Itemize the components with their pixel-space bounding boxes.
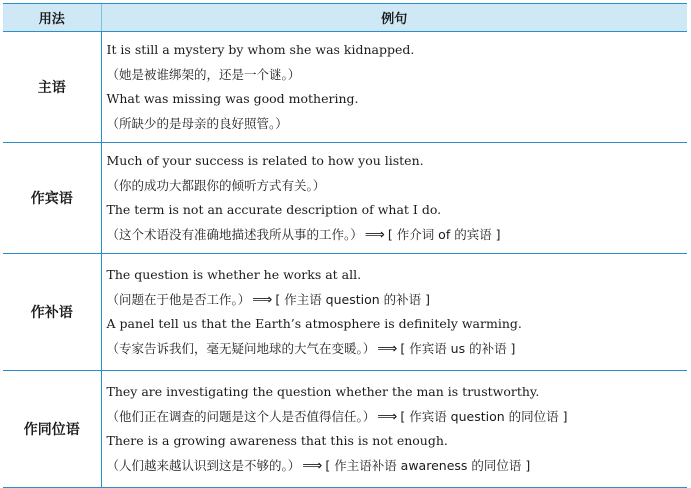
- example-cell: [101, 254, 687, 371]
- sentence-text: Much of your success is related to how you listen.: [106, 153, 424, 168]
- header-row: [3, 4, 687, 32]
- table-row: [3, 143, 687, 254]
- example-sentence: [107, 263, 688, 288]
- sentence-text: The term is not an accurate description of what I do.: [106, 202, 442, 217]
- arrow-icon: ⟹: [377, 340, 398, 357]
- sentence-text: They are investigating the question whether the man is trustworthy.: [106, 384, 540, 399]
- example-cell: [101, 32, 687, 143]
- example-sentence: [107, 87, 688, 112]
- translation-line: [107, 337, 688, 362]
- header-example: 例句: [101, 4, 687, 32]
- sentence-text: There is a growing awareness that this is not enough.: [106, 433, 448, 448]
- translation-text: （专家告诉我们，毫无疑问地球的大气在变暖。）: [106, 340, 376, 356]
- example-sentence: [107, 312, 688, 337]
- arrow-icon: ⟹: [302, 457, 323, 474]
- translation-line: [107, 288, 688, 313]
- arrow-icon: ⟹: [377, 408, 398, 425]
- translation-text: （她是被谁绑架的，还是一个谜。）: [106, 66, 301, 82]
- table-row: [3, 32, 687, 143]
- sentence-text: A panel tell us that the Earth’s atmosphere is definitely warming.: [106, 316, 522, 331]
- example-sentence: [107, 429, 688, 454]
- example-sentence: [107, 198, 688, 223]
- grammar-note: [ 作宾语 question 的同位语 ]: [400, 408, 568, 424]
- header-usage: 用法: [3, 4, 101, 32]
- table-body: [3, 32, 687, 488]
- arrow-icon: ⟹: [252, 291, 273, 308]
- translation-text: （问题在于他是否工作。）: [106, 291, 251, 307]
- translation-line: [107, 174, 688, 199]
- translation-line: [107, 223, 688, 248]
- translation-line: [107, 405, 688, 430]
- arrow-icon: ⟹: [364, 226, 385, 243]
- usage-cell: 作补语: [3, 254, 101, 371]
- translation-line: [107, 454, 688, 479]
- grammar-note: [ 作主语补语 awareness 的同位语 ]: [325, 457, 531, 473]
- translation-line: [107, 63, 688, 88]
- example-sentence: [107, 380, 688, 405]
- example-cell: [101, 143, 687, 254]
- translation-text: （这个术语没有准确地描述我所从事的工作。）: [106, 226, 363, 242]
- sentence-text: It is still a mystery by whom she was kidnapped.: [106, 42, 415, 57]
- translation-text: （他们正在调查的问题是这个人是否值得信任。）: [106, 408, 376, 424]
- usage-table: [3, 3, 687, 488]
- translation-line: [107, 112, 688, 137]
- translation-text: （人们越来越认识到这是不够的。）: [106, 457, 301, 473]
- grammar-note: [ 作介词 of 的宾语 ]: [387, 226, 501, 242]
- translation-text: （所缺少的是母亲的良好照管。）: [106, 115, 288, 131]
- usage-cell: 作同位语: [3, 371, 101, 488]
- grammar-note: [ 作宾语 us 的补语 ]: [400, 340, 516, 356]
- translation-text: （你的成功大都跟你的倾听方式有关。）: [106, 177, 326, 193]
- usage-cell: 作宾语: [3, 143, 101, 254]
- grammar-note: [ 作主语 question 的补语 ]: [275, 291, 430, 307]
- example-cell: [101, 371, 687, 488]
- sentence-text: The question is whether he works at all.: [106, 267, 362, 282]
- example-sentence: [107, 149, 688, 174]
- table-row: [3, 254, 687, 371]
- sentence-text: What was missing was good mothering.: [106, 91, 359, 106]
- table-row: [3, 371, 687, 488]
- usage-cell: 主语: [3, 32, 101, 143]
- example-sentence: [107, 38, 688, 63]
